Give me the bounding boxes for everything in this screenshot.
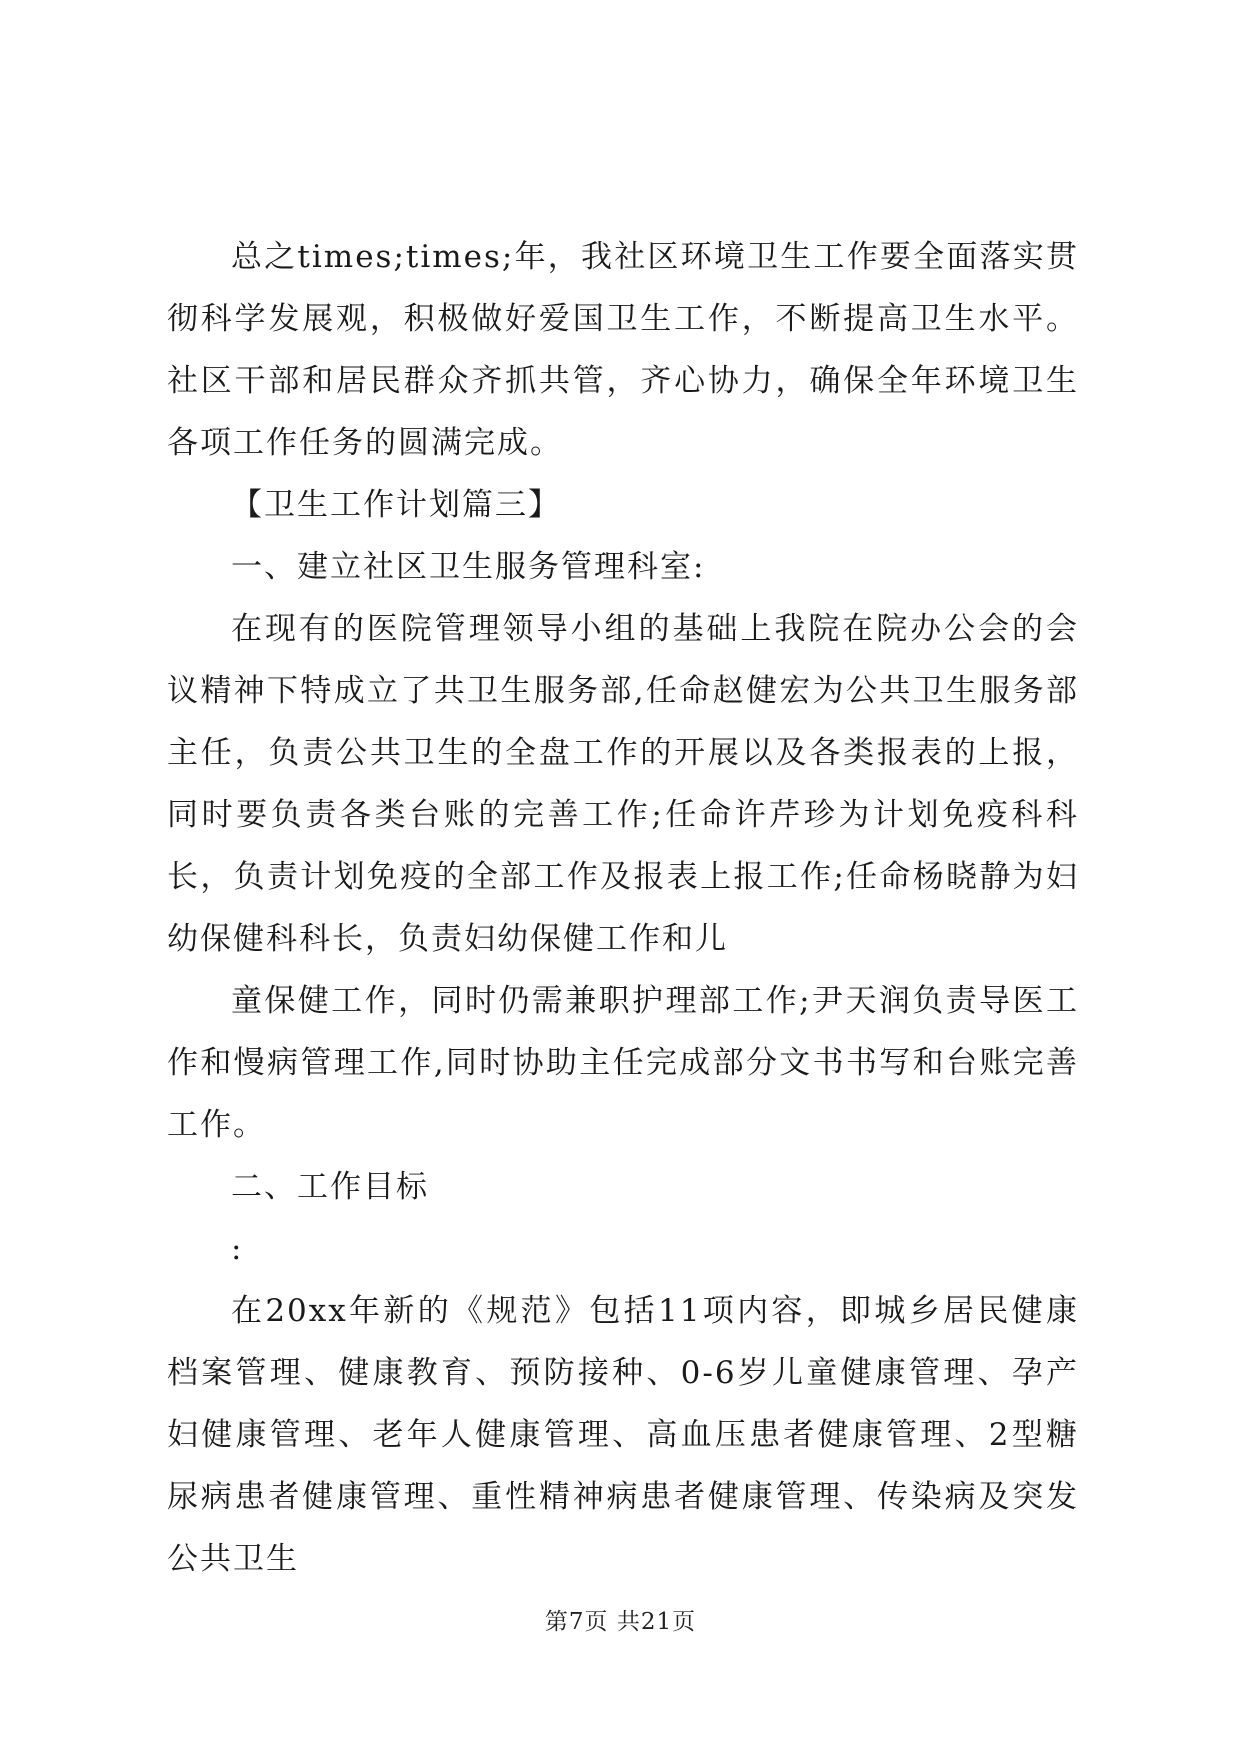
paragraph-colon: : <box>231 1231 244 1267</box>
paragraph-staff-assignments: 在现有的医院管理领导小组的基础上我院在院办公会的会议精神下特成立了共卫生服务部,任命赵健宏为公共卫生服务部主任，负责公共卫生的全盘工作的开展以及各类报表的上报，同时要负责各类台账的完善工作;任命许芹珍为计划免疫科科长，负责计划免疫的全部工作及报表上报工作;任命杨晓静为妇幼保健科科长，负责妇幼保健工作和儿 <box>167 611 1079 957</box>
section-heading-work-goals: 二、工作目标 <box>231 1169 429 1205</box>
document-body <box>167 226 1079 1590</box>
paragraph-summary: 总之times;times;年，我社区环境卫生工作要全面落实贯彻科学发展观，积极做好爱国卫生工作，不断提高卫生水平。社区干部和居民群众齐抓共管，齐心协力，确保全年环境卫生各项工作任务的圆满完成。 <box>167 239 1079 461</box>
paragraph-standards: 在20xx年新的《规范》包括11项内容，即城乡居民健康档案管理、健康教育、预防接种、0-6岁儿童健康管理、孕产妇健康管理、老年人健康管理、高血压患者健康管理、2型糖尿病患者健康管理、重性精神病患者健康管理、传染病及突发公共卫生 <box>167 1293 1079 1577</box>
paragraph-staff-assignments-continued: 童保健工作，同时仍需兼职护理部工作;尹天润负责导医工作和慢病管理工作,同时协助主任完成部分文书书写和台账完善工作。 <box>167 983 1079 1143</box>
page-number-footer: 第7页 共21页 <box>544 1609 697 1635</box>
section-heading-establish-office: 一、建立社区卫生服务管理科室: <box>231 549 706 585</box>
section-heading-plan-three: 【卫生工作计划篇三】 <box>231 487 561 523</box>
